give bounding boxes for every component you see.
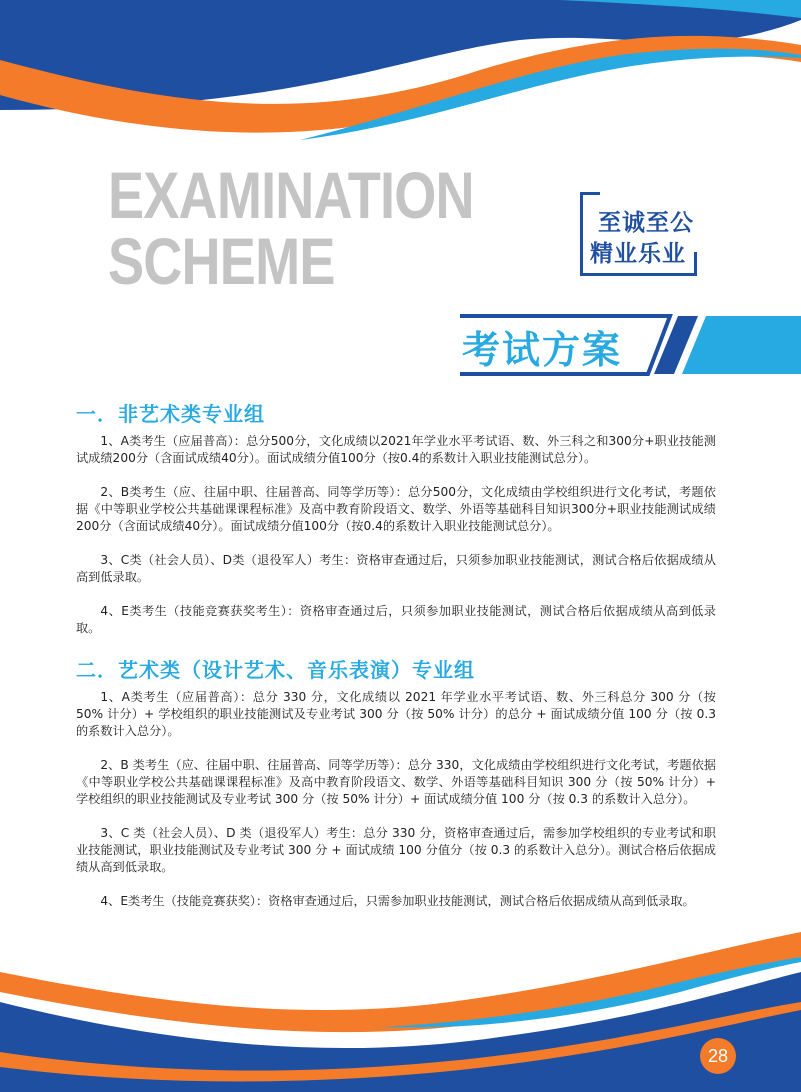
paragraph: 2、B 类考生（应、往届中职、往届普高、同等学历等）：总分 330，文化成绩由学校组织进行文化考试，考题依据《中等职业学校公共基础课课程标准》及高中教育阶段语文、数学、外语等基础科目知识 300 分（按 50% 计分）+ 学校组织的职业技能测试及专业考试 300 分（按 50% 计分）+ 面试成绩分值 100 分（按 0.3 的系数计入总分）。 (76, 758, 716, 806)
motto-line-1: 至诚至公 (598, 210, 694, 236)
paragraph: 3、C 类（社会人员）、D 类（退役军人）考生：总分 330 分，资格审查通过后，需参加学校组织的专业考试和职业技能测试，职业技能测试及专业考试 300 分 + 面试成绩 100 分值分（按 0.3 的系数计入总分）。测试合格后依据成绩从高到低录取。 (76, 826, 716, 874)
title-banner (440, 308, 801, 382)
paragraph: 4、E类考生（技能竞赛获奖考生）：资格审查通过后，只须参加职业技能测试，测试合格后依据成绩从高到低录取。 (76, 604, 716, 635)
section-title-art: 二．艺术类（设计艺术、音乐表演）专业组 (76, 658, 475, 682)
bottom-wave-decoration (0, 932, 801, 1092)
section-title-non-art: 一．非艺术类专业组 (76, 402, 265, 426)
motto-line-2: 精业乐业 (590, 241, 686, 267)
paragraph: 1、A类考生（应届普高）：总分500分，文化成绩以2021年学业水平考试语、数、外三科之和300分+职业技能测试成绩200分（含面试成绩40分）。面试成绩分值100分（按0.4的系数计入职业技能测试总分）。 (76, 434, 716, 465)
paragraph: 1、A类考生（应届普高）：总分 330 分，文化成绩以 2021 年学业水平考试语、数、外三科总分 300 分（按 50% 计分）+ 学校组织的职业技能测试及专业考试 300 分（按 50% 计分）的总分 + 面试成绩分值 100 分（按 0.3 的系数计入总分）。 (76, 690, 716, 738)
heading-line-scheme: SCHEME (108, 224, 335, 298)
page-title: 考试方案 (462, 328, 623, 372)
paragraph: 4、E类考生（技能竞赛获奖）：资格审查通过后，只需参加职业技能测试，测试合格后依据成绩从高到低录取。 (100, 894, 695, 908)
paragraph: 3、C类（社会人员）、D类（退役军人）考生：资格审查通过后，只须参加职业技能测试，测试合格后依据成绩从高到低录取。 (76, 553, 716, 584)
motto-frame-right (694, 252, 697, 276)
heading-line-examination: EXAMINATION (108, 158, 474, 232)
top-wave-decoration (0, 0, 801, 170)
page-number: 28 (700, 1038, 736, 1074)
motto-frame-top (580, 192, 600, 195)
english-heading (108, 158, 554, 298)
paragraph: 2、B类考生（应、往届中职、往届普高、同等学历等）：总分500分，文化成绩由学校组织进行文化考试，考题依据《中等职业学校公共基础课课程标准》及高中教育阶段语文、数学、外语等基础科目知识300分+职业技能测试成绩200分（含面试成绩40分）。面试成绩分值100分（按0.4的系数计入职业技能测试总分）。 (76, 485, 716, 533)
motto-frame-bottom (580, 273, 697, 276)
exam-scheme-content (76, 398, 716, 927)
motto-box (580, 192, 697, 276)
motto-frame-left (580, 192, 583, 276)
